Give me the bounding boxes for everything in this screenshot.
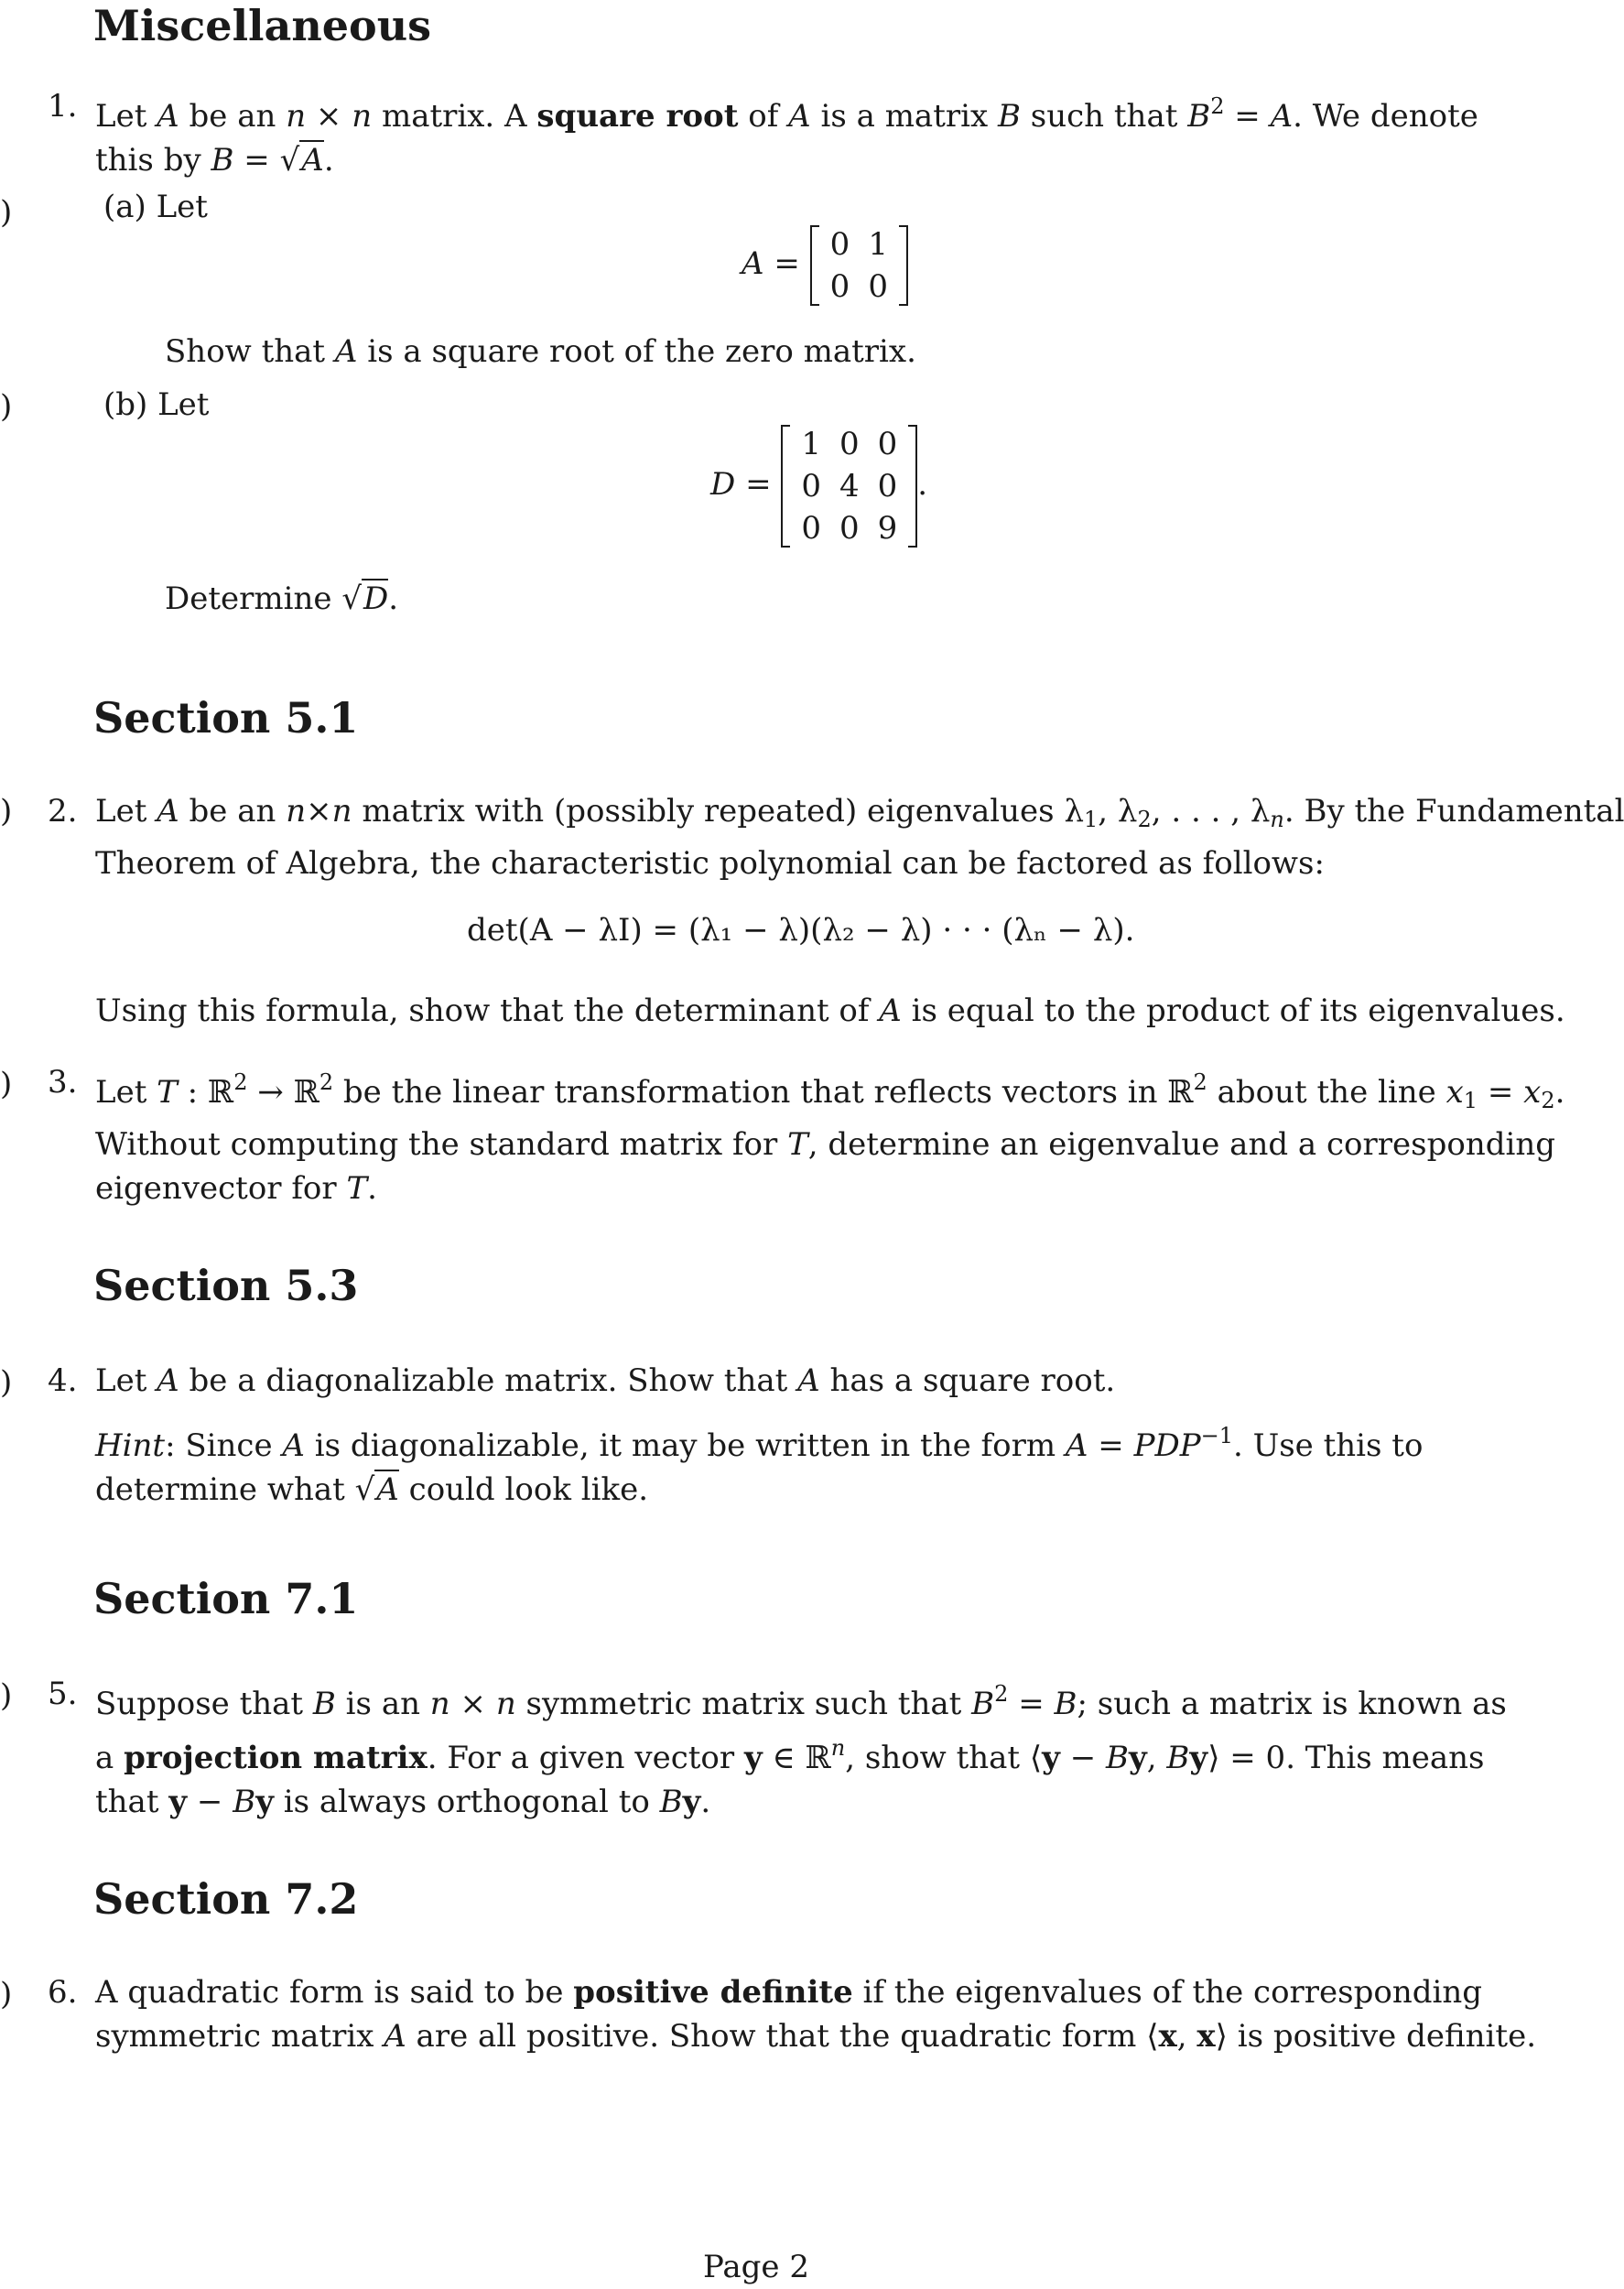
problem-text: symmetric matrix A are all positive. Show that the quadratic form ⟨x, x⟩ is positive definite.: [95, 2018, 1537, 2055]
hint-label: Hint: [95, 1427, 166, 1464]
matrix-a: [810, 223, 908, 308]
equation-period: .: [917, 466, 928, 503]
matrix-cell: 0: [801, 510, 822, 547]
problem-text: Using this formula, show that the determinant of A is equal to the product of its eigenvalues.: [95, 993, 1565, 1029]
problem-6: [48, 1970, 1537, 2058]
matrix-cell: 0: [839, 510, 860, 547]
part-b-text: Determine √D.: [165, 577, 398, 621]
section-heading-5-1: Section 5.1: [93, 693, 359, 743]
margin-mark: ): [0, 1066, 13, 1102]
margin-mark: ): [0, 1976, 13, 2012]
problem-number: 4.: [48, 1362, 78, 1399]
problem-3: [48, 1060, 1565, 1210]
part-b-label: (b) Let: [103, 386, 210, 423]
matrix-cell: 0: [877, 426, 898, 462]
matrix-cell: 0: [829, 268, 850, 305]
problem-text: A quadratic form is said to be positive definite if the eigenvalues of the corresponding: [95, 1974, 1483, 2011]
margin-mark: ): [0, 1677, 13, 1714]
margin-mark: ): [0, 194, 13, 231]
sqrt-symbol: √A: [354, 1471, 399, 1508]
problem-number: 1.: [48, 88, 78, 125]
problem-4: [48, 1359, 1508, 1512]
problem-2: [48, 789, 1624, 885]
hint-text: determine what √A could look like.: [95, 1468, 1508, 1512]
bold-term: positive definite: [573, 1974, 853, 2011]
sqrt-symbol: √A: [279, 142, 324, 179]
matrix-cell: 0: [839, 426, 860, 462]
problem-number: 3.: [48, 1064, 78, 1101]
margin-mark: ): [0, 388, 13, 425]
problem-text: Let A be an n × n matrix. A square root of A is a matrix B such that $B^2 = A$. We denote: [95, 93, 1478, 135]
matrix-d: [781, 423, 917, 549]
problem-5: [48, 1672, 1508, 1824]
problem-1: [48, 84, 1508, 182]
margin-mark: ): [0, 793, 13, 830]
matrix-cell: 4: [839, 468, 860, 504]
problem-text: Let A be an n×n matrix with (possibly repeated) eigenvalues $\lambda_1$, $\lambda_2$, . . . , $\lambda_n$. By the Fundamental: [95, 793, 1624, 832]
problem-text: this by B = √A.: [95, 138, 1508, 182]
section-heading-7-2: Section 7.2: [93, 1874, 359, 1924]
bold-term: square root: [536, 98, 739, 135]
matrix-cell: 1: [801, 426, 822, 462]
matrix-equation-b: [710, 423, 927, 549]
problem-text: a projection matrix. For a given vector y ∈ ℝ$^n$, show that ⟨y − By, By⟩ = 0. This means: [95, 1735, 1485, 1776]
problem-number: 2.: [48, 793, 78, 830]
problem-number: 5.: [48, 1676, 78, 1712]
problem-number: 6.: [48, 1974, 78, 2011]
sqrt-symbol: √D: [341, 580, 389, 617]
matrix-cell: 0: [877, 468, 898, 504]
determinant-formula: det(A − λI) = (λ₁ − λ)(λ₂ − λ) · · · (λₙ − λ).: [467, 912, 1135, 949]
problem-text: that y − By is always orthogonal to By.: [95, 1784, 711, 1820]
problem-text: Suppose that B is an n × n symmetric matrix such that $B^2 = B$; such a matrix is known as: [95, 1681, 1507, 1722]
part-a-label: (a) Let: [103, 189, 208, 225]
matrix-cell: 0: [801, 468, 822, 504]
section-heading-7-1: Section 7.1: [93, 1574, 359, 1623]
problem-text: Let A be a diagonalizable matrix. Show that A has a square root.: [95, 1362, 1116, 1399]
part-a-text: Show that A is a square root of the zero matrix.: [165, 333, 916, 370]
section-heading-miscellaneous: Miscellaneous: [93, 1, 432, 50]
problem-text: Let T : ℝ$^2$ → ℝ$^2$ be the linear transformation that reflects vectors in ℝ$^2$ about the line $x_1 = x_2$.: [95, 1069, 1565, 1113]
section-heading-5-3: Section 5.3: [93, 1261, 359, 1310]
problem-text: Without computing the standard matrix for T, determine an eigenvalue and a corresponding: [95, 1126, 1556, 1163]
matrix-cell: 1: [868, 226, 888, 263]
bold-term: projection matrix: [124, 1740, 428, 1776]
equation-lhs: A =: [742, 245, 800, 282]
matrix-equation-a: [742, 223, 908, 308]
page-number: Page 2: [703, 2249, 809, 2285]
equation-lhs: D =: [710, 466, 772, 503]
matrix-cell: 0: [868, 268, 888, 305]
matrix-cell: 9: [877, 510, 898, 547]
margin-mark: ): [0, 1364, 13, 1401]
problem-text: eigenvector for T.: [95, 1170, 377, 1207]
problem-text: Theorem of Algebra, the characteristic polynomial can be factored as follows:: [95, 845, 1325, 882]
matrix-cell: 0: [829, 226, 850, 263]
hint-text: Hint: Since A is diagonalizable, it may be written in the form $A = PDP^{-1}$. Use this to: [95, 1423, 1424, 1464]
